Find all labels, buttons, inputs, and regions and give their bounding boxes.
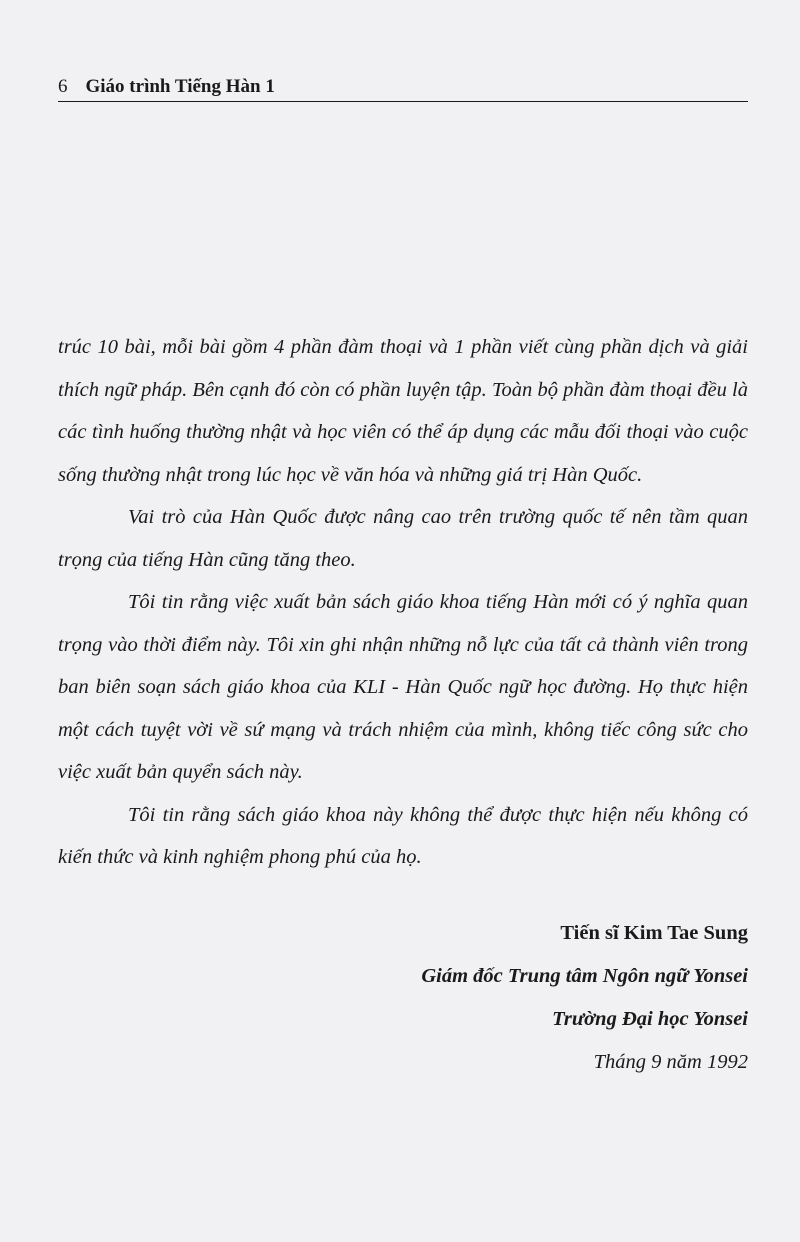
paragraph: Tôi tin rằng việc xuất bản sách giáo khoa tiếng Hàn mới có ý nghĩa quan trọng vào thời điểm này. Tôi xin ghi nhận những nỗ lực của tất cả thành viên trong ban biên soạn sách giáo khoa của KLI - Hàn Quốc ngữ học đường. Họ thực hiện một cách tuyệt vời về sứ mạng và trách nhiệm của mình, không tiếc công sức cho việc xuất bản quyển sách này.	[58, 591, 748, 783]
signatory-institution: Trường Đại học Yonsei	[552, 1008, 748, 1030]
signatory-name: Tiến sĩ Kim Tae Sung	[560, 922, 748, 944]
paragraph: Vai trò của Hàn Quốc được nâng cao trên trường quốc tế nên tầm quan trọng của tiếng Hàn cũng tăng theo.	[58, 506, 748, 571]
signature-date: Tháng 9 năm 1992	[593, 1051, 748, 1073]
body-text	[58, 326, 748, 879]
page-header	[58, 72, 748, 102]
signature-block	[421, 912, 748, 1084]
running-title: Giáo trình Tiếng Hàn 1	[85, 76, 275, 97]
page-number: 6	[58, 76, 68, 97]
paragraph: Tôi tin rằng sách giáo khoa này không thể được thực hiện nếu không có kiến thức và kinh nghiệm phong phú của họ.	[58, 803, 748, 868]
paragraph-continued: trúc 10 bài, mỗi bài gồm 4 phần đàm thoại và 1 phần viết cùng phần dịch và giải thích ngữ pháp. Bên cạnh đó còn có phần luyện tập. Toàn bộ phần đàm thoại đều là các tình huống thường nhật và học viên có thể áp dụng các mẫu đối thoại vào cuộc sống thường nhật trong lúc học về văn hóa và những giá trị Hàn Quốc.	[58, 336, 748, 486]
signatory-position: Giám đốc Trung tâm Ngôn ngữ Yonsei	[421, 965, 748, 987]
